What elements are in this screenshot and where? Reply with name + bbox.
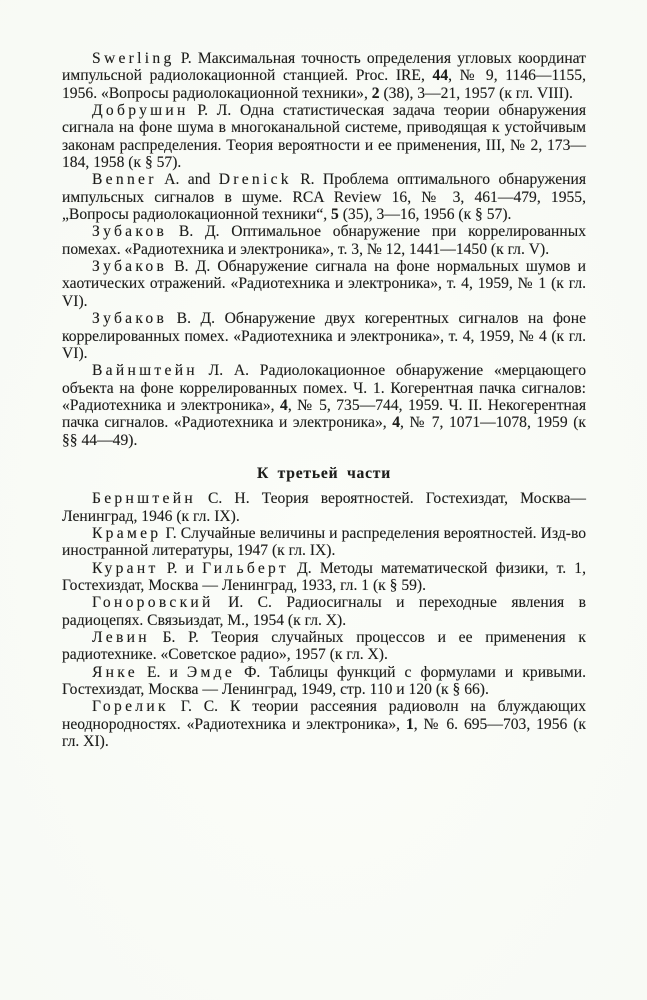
volume-number: 4 <box>392 414 401 432</box>
entry-text: И. С. Радиосигналы и переходные явления в радиоцепях. Связьиздат, М., 1954 (к гл. X). <box>62 594 586 629</box>
bibliography-entry <box>62 223 586 258</box>
entry-text: В. Д. Обнаружение сигнала на фоне нормальных шумов и хаотических отражений. «Радиотехника и электроника», т. 4, 1959, № 1 (к гл. VI). <box>62 258 586 310</box>
author-name: Эмде <box>186 663 236 681</box>
author-name: Курант <box>92 559 159 577</box>
volume-number: 4 <box>280 396 288 414</box>
author-name: Гоноровский <box>92 594 214 612</box>
entry-text: , № 6. 695—703, 1956 (к гл. XI). <box>62 715 587 751</box>
entry-text: Р. Л. Одна статистическая задача теории обнаружения сигнала на фоне шума в многоканальной системе, приводящая к устойчивым законам распределения. Теория вероятности и ее применения, III, № 2, 173—184, 1958 (к § 57). <box>62 102 586 172</box>
author-name: Горелик <box>92 698 169 716</box>
entry-text: (38), 3—21, 1957 (к гл. VIII). <box>379 84 573 102</box>
entry-text: P. Максимальная точность определения угловых координат импульсной радиолокационной станцией. Proc. IRE, <box>62 50 586 85</box>
volume-number: 2 <box>371 84 380 102</box>
entry-text: Л. А. Радиолокационное обнаружение «мерцающего объекта на фоне коррелированных помех. Ч. 1. Когерентная пачка сигналов: «Радиотехника и электроника», <box>62 362 586 414</box>
author-name: Левин <box>92 629 150 646</box>
bibliography-entry <box>62 698 586 750</box>
entry-text: Е. и <box>137 663 187 681</box>
entry-text: Р. и <box>158 559 203 577</box>
entry-text: Д. Методы математической физики, т. 1, Гостехиздат, Москва — Ленинград, 1933, гл. 1 (к § 59). <box>62 559 586 594</box>
entry-text: , № 5, 735—744, 1959. Ч. II. Некогерентная пачка сигналов. «Радиотехника и электроника», <box>62 396 586 432</box>
bibliography-entry <box>62 664 586 699</box>
bibliography-entry <box>62 362 586 449</box>
author-name: Янке <box>92 663 138 681</box>
volume-number: 5 <box>331 206 339 224</box>
entry-text: С. Н. Теория вероятностей. Гостехиздат, Москва—Ленинград, 1946 (к гл. IX). <box>62 490 586 525</box>
entry-text: R. Проблема оптимального обнаружения импульсных сигналов в шуме. RCA Review 16, № 3, 461—479, 1955, „Вопросы радиолокационной техники“, <box>62 171 586 224</box>
entry-text: В. Д. Обнаружение двух когерентных сигналов на фоне коррелированных помех. «Радиотехника и электроника», т. 4, 1959, № 4 (к гл. VI). <box>62 310 586 362</box>
entry-text: , № 7, 1071—1078, 1959 (к §§ 44—49). <box>62 414 586 449</box>
bibliography-entry <box>62 258 586 310</box>
volume-number: 44 <box>432 67 449 85</box>
bibliography-entry <box>62 310 586 362</box>
bibliography-entry <box>62 525 586 560</box>
entry-text: Ф. Таблицы функций с формулами и кривыми. Гостехиздат, Москва — Ленинград, 1949, стр. 110 и 120 (к § 66). <box>62 663 586 699</box>
author-name: Swerling <box>92 50 175 67</box>
bibliography-entry <box>62 102 586 171</box>
author-name: Гильберт <box>202 559 289 577</box>
entry-text: В. Д. Оптимальное обнаружение при коррелированных помехах. «Радиотехника и электроника», т. 3, № 12, 1441—1450 (к гл. V). <box>62 223 586 258</box>
author-name: Вайнштейн <box>92 362 198 380</box>
bibliography-entry <box>62 594 586 629</box>
entry-text: A. and <box>156 171 219 189</box>
bibliography-entry <box>62 629 586 664</box>
entry-text: Г. С. К теории рассеяния радиоволн на блуждающих неоднородностях. «Радиотехника и электроника», <box>62 698 586 733</box>
author-name: Зубаков <box>92 258 168 276</box>
author-name: Зубаков <box>92 310 168 328</box>
entry-text: Б. Р. Теория случайных процессов и ее применения к радиотехнике. «Советское радио», 1957 (к гл. X). <box>62 629 586 664</box>
author-name: Зубаков <box>92 223 168 241</box>
volume-number: 1 <box>405 715 414 733</box>
section-heading: К третьей части <box>256 464 392 482</box>
entry-text: (35), 3—16, 1956 (к § 57). <box>338 206 512 224</box>
author-name: Benner <box>92 171 157 189</box>
author-name: Бернштейн <box>92 490 196 508</box>
entry-text: , № 9, 1146—1155, 1956. «Вопросы радиолокационной техники», <box>62 67 586 102</box>
bibliography-entry <box>62 490 586 525</box>
author-name: Добрушин <box>92 102 189 120</box>
bibliography-entry <box>62 560 586 595</box>
bibliography <box>62 50 586 750</box>
bibliography-entry <box>62 171 586 223</box>
entry-text: Г. Случайные величины и распределения вероятностей. Изд-во иностранной литературы, 1947 (к гл. IX). <box>62 524 586 560</box>
author-name: Drenick <box>218 171 292 189</box>
bibliography-entry <box>62 50 586 102</box>
author-name: Крамер <box>92 524 162 542</box>
